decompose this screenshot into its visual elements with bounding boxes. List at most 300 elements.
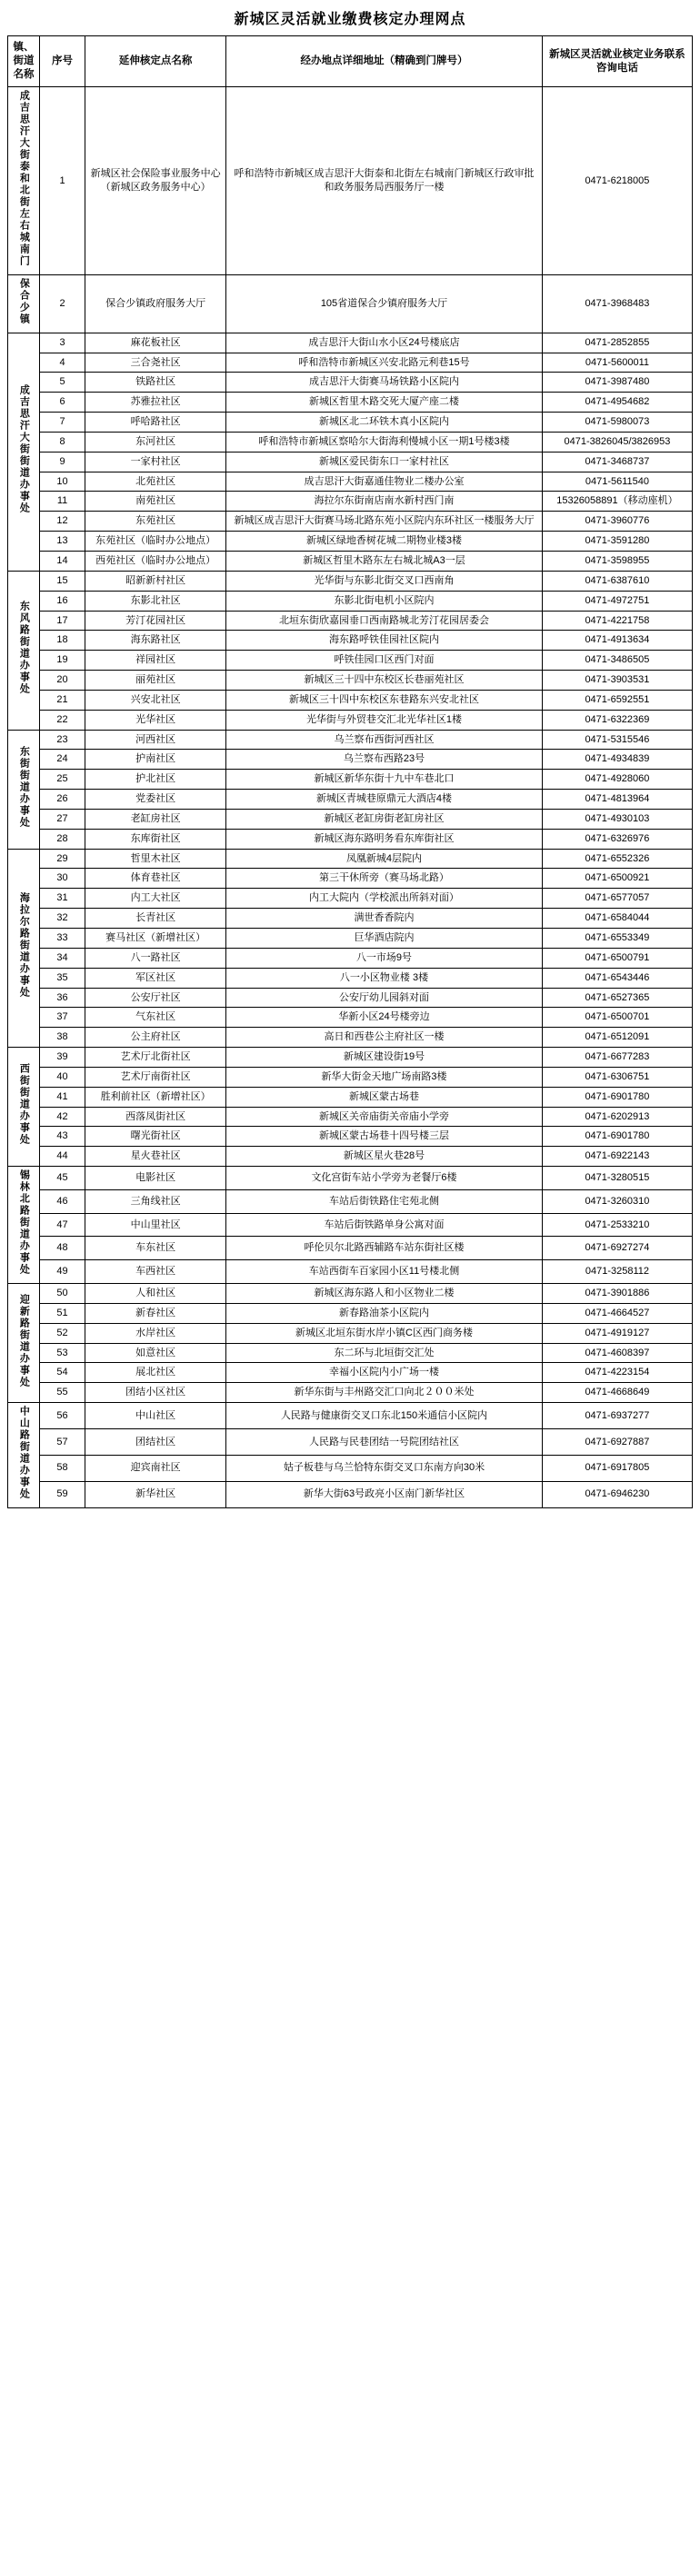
district-label: 东街街道办事处 bbox=[18, 745, 30, 829]
district-label: 保合少镇 bbox=[18, 277, 30, 325]
row-index-cell: 25 bbox=[40, 770, 85, 790]
table-row bbox=[8, 1383, 693, 1403]
site-name-cell: 东影北社区 bbox=[85, 591, 226, 611]
district-cell bbox=[8, 571, 40, 730]
table-row bbox=[8, 512, 693, 532]
table-row bbox=[8, 1048, 693, 1068]
row-index-cell: 16 bbox=[40, 591, 85, 611]
address-cell: 新城区爱民街东口一家村社区 bbox=[226, 452, 543, 472]
site-name-cell: 护北社区 bbox=[85, 770, 226, 790]
column-header-address: 经办地点详细地址（精确到门牌号） bbox=[226, 36, 543, 87]
site-name-cell: 团结小区社区 bbox=[85, 1383, 226, 1403]
site-name-cell: 保合少镇政府服务大厅 bbox=[85, 274, 226, 333]
district-cell bbox=[8, 333, 40, 571]
address-cell: 新春路油茶小区院内 bbox=[226, 1303, 543, 1323]
row-index-cell: 28 bbox=[40, 829, 85, 849]
district-label: 迎新路街道办事处 bbox=[18, 1293, 30, 1388]
row-index-cell: 17 bbox=[40, 611, 85, 631]
row-index-cell: 19 bbox=[40, 651, 85, 671]
table-row bbox=[8, 1303, 693, 1323]
district-cell bbox=[8, 730, 40, 849]
site-name-cell: 东河社区 bbox=[85, 432, 226, 452]
row-index-cell: 54 bbox=[40, 1363, 85, 1383]
table-header-row bbox=[8, 36, 693, 87]
address-cell: 呼和浩特市新城区兴安北路元利巷15号 bbox=[226, 353, 543, 373]
row-index-cell: 4 bbox=[40, 353, 85, 373]
table-row bbox=[8, 432, 693, 452]
row-index-cell: 40 bbox=[40, 1067, 85, 1087]
phone-cell: 0471-4934839 bbox=[542, 750, 692, 770]
site-name-cell: 人和社区 bbox=[85, 1283, 226, 1303]
site-name-cell: 迎宾南社区 bbox=[85, 1455, 226, 1481]
address-cell: 车站西街车百家园小区11号楼北侧 bbox=[226, 1260, 543, 1284]
site-name-cell: 水岸社区 bbox=[85, 1323, 226, 1343]
table-row bbox=[8, 1428, 693, 1455]
row-index-cell: 24 bbox=[40, 750, 85, 770]
table-row bbox=[8, 1127, 693, 1147]
table-row bbox=[8, 1008, 693, 1028]
district-cell bbox=[8, 1283, 40, 1402]
table-row bbox=[8, 869, 693, 889]
table-row bbox=[8, 87, 693, 275]
table-row bbox=[8, 1237, 693, 1260]
row-index-cell: 50 bbox=[40, 1283, 85, 1303]
phone-cell: 0471-6677283 bbox=[542, 1048, 692, 1068]
table-row bbox=[8, 849, 693, 869]
address-cell: 乌兰察布西路23号 bbox=[226, 750, 543, 770]
row-index-cell: 27 bbox=[40, 809, 85, 829]
row-index-cell: 33 bbox=[40, 929, 85, 949]
table-row bbox=[8, 929, 693, 949]
row-index-cell: 52 bbox=[40, 1323, 85, 1343]
phone-cell: 0471-2533210 bbox=[542, 1213, 692, 1237]
phone-cell: 0471-3903531 bbox=[542, 671, 692, 691]
table-row bbox=[8, 551, 693, 571]
page-title: 新城区灵活就业缴费核定办理网点 bbox=[234, 12, 466, 27]
address-cell: 文化宫街车站小学旁为老餐厅6楼 bbox=[226, 1167, 543, 1190]
phone-cell: 0471-6543446 bbox=[542, 968, 692, 988]
table-row bbox=[8, 1189, 693, 1213]
address-cell: 新城区三十四中东校区东巷路东兴安北社区 bbox=[226, 690, 543, 710]
phone-cell: 0471-6927274 bbox=[542, 1237, 692, 1260]
table-row bbox=[8, 532, 693, 552]
district-cell bbox=[8, 1167, 40, 1284]
site-name-cell: 气东社区 bbox=[85, 1008, 226, 1028]
address-cell: 105省道保合少镇府服务大厅 bbox=[226, 274, 543, 333]
address-cell: 满世香香院内 bbox=[226, 909, 543, 929]
phone-cell: 0471-2852855 bbox=[542, 333, 692, 353]
row-index-cell: 22 bbox=[40, 710, 85, 730]
phone-cell: 0471-4913634 bbox=[542, 631, 692, 651]
district-label: 东风路街道办事处 bbox=[18, 601, 30, 696]
address-cell: 呼和浩特市新城区察哈尔大街海利慢城小区一期1号楼3楼 bbox=[226, 432, 543, 452]
row-index-cell: 56 bbox=[40, 1403, 85, 1429]
site-name-cell: 麻花板社区 bbox=[85, 333, 226, 353]
address-cell: 呼伦贝尔北路西辅路车站东街社区楼 bbox=[226, 1237, 543, 1260]
address-cell: 呼和浩特市新城区成吉思汗大街泰和北街左右城南门新城区行政审批和政务服务局西服务厅一楼 bbox=[226, 87, 543, 275]
site-name-cell: 光华社区 bbox=[85, 710, 226, 730]
address-cell: 东二环与北垣街交汇处 bbox=[226, 1343, 543, 1363]
address-cell: 新华大街63号政亮小区南门新华社区 bbox=[226, 1481, 543, 1507]
address-cell: 内工大院内（学校派出所斜对面） bbox=[226, 889, 543, 909]
table-row bbox=[8, 710, 693, 730]
phone-cell: 0471-3598955 bbox=[542, 551, 692, 571]
phone-cell: 0471-6946230 bbox=[542, 1481, 692, 1507]
table-row bbox=[8, 988, 693, 1008]
table-row bbox=[8, 671, 693, 691]
row-index-cell: 45 bbox=[40, 1167, 85, 1190]
address-cell: 新城区成吉思汗大街赛马场北路东苑小区院内东环社区一楼服务大厅 bbox=[226, 512, 543, 532]
row-index-cell: 58 bbox=[40, 1455, 85, 1481]
row-index-cell: 43 bbox=[40, 1127, 85, 1147]
site-name-cell: 体育巷社区 bbox=[85, 869, 226, 889]
table-row bbox=[8, 968, 693, 988]
phone-cell: 0471-4608397 bbox=[542, 1343, 692, 1363]
table-row bbox=[8, 750, 693, 770]
phone-cell: 0471-6901780 bbox=[542, 1127, 692, 1147]
address-cell: 呼铁佳园口区西门对面 bbox=[226, 651, 543, 671]
site-name-cell: 展北社区 bbox=[85, 1363, 226, 1383]
phone-cell: 0471-4954682 bbox=[542, 393, 692, 413]
site-name-cell: 三角线社区 bbox=[85, 1189, 226, 1213]
phone-cell: 0471-3258112 bbox=[542, 1260, 692, 1284]
address-cell: 光华街与东影北街交叉口西南角 bbox=[226, 571, 543, 591]
table-row bbox=[8, 1455, 693, 1481]
site-name-cell: 西落凤街社区 bbox=[85, 1107, 226, 1127]
row-index-cell: 12 bbox=[40, 512, 85, 532]
district-label: 锡林北路街道办事处 bbox=[18, 1169, 30, 1277]
site-name-cell: 公主府社区 bbox=[85, 1028, 226, 1048]
address-cell: 新城区新华东街十九中车巷北口 bbox=[226, 770, 543, 790]
table-row bbox=[8, 591, 693, 611]
site-name-cell: 南苑社区 bbox=[85, 492, 226, 512]
site-name-cell: 河西社区 bbox=[85, 730, 226, 750]
site-name-cell: 护南社区 bbox=[85, 750, 226, 770]
address-cell: 人民路与健康街交叉口东北150米通信小区院内 bbox=[226, 1403, 543, 1429]
phone-cell: 0471-3280515 bbox=[542, 1167, 692, 1190]
row-index-cell: 57 bbox=[40, 1428, 85, 1455]
row-index-cell: 34 bbox=[40, 948, 85, 968]
phone-cell: 0471-6592551 bbox=[542, 690, 692, 710]
phone-cell: 0471-6552326 bbox=[542, 849, 692, 869]
row-index-cell: 1 bbox=[40, 87, 85, 275]
address-cell: 巨华酒店院内 bbox=[226, 929, 543, 949]
phone-cell: 0471-3486505 bbox=[542, 651, 692, 671]
site-name-cell: 电影社区 bbox=[85, 1167, 226, 1190]
phone-cell: 0471-6218005 bbox=[542, 87, 692, 275]
address-cell: 公安厅幼儿园斜对面 bbox=[226, 988, 543, 1008]
table-row bbox=[8, 651, 693, 671]
row-index-cell: 2 bbox=[40, 274, 85, 333]
site-name-cell: 呼哈路社区 bbox=[85, 413, 226, 433]
address-cell: 人民路与民巷团结一号院团结社区 bbox=[226, 1428, 543, 1455]
column-header-index: 序号 bbox=[40, 36, 85, 87]
site-name-cell: 新春社区 bbox=[85, 1303, 226, 1323]
row-index-cell: 42 bbox=[40, 1107, 85, 1127]
site-name-cell: 胜利前社区（新增社区） bbox=[85, 1087, 226, 1107]
row-index-cell: 36 bbox=[40, 988, 85, 1008]
phone-cell: 0471-5600011 bbox=[542, 353, 692, 373]
address-cell: 车站后街铁路单身公寓对面 bbox=[226, 1213, 543, 1237]
row-index-cell: 15 bbox=[40, 571, 85, 591]
phone-cell: 0471-6326976 bbox=[542, 829, 692, 849]
address-cell: 新城区北二环铁木真小区院内 bbox=[226, 413, 543, 433]
site-name-cell: 新华社区 bbox=[85, 1481, 226, 1507]
row-index-cell: 18 bbox=[40, 631, 85, 651]
site-name-cell: 艺术厅南街社区 bbox=[85, 1067, 226, 1087]
table-row bbox=[8, 353, 693, 373]
site-name-cell: 内工大社区 bbox=[85, 889, 226, 909]
phone-cell: 0471-3968483 bbox=[542, 274, 692, 333]
row-index-cell: 53 bbox=[40, 1343, 85, 1363]
table-row bbox=[8, 1323, 693, 1343]
site-name-cell: 中山社区 bbox=[85, 1403, 226, 1429]
address-cell: 姑子板巷与乌兰恰特东街交叉口东南方向30米 bbox=[226, 1455, 543, 1481]
address-cell: 华新小区24号楼旁边 bbox=[226, 1008, 543, 1028]
table-row bbox=[8, 948, 693, 968]
address-cell: 北垣东街欣嘉园垂口西南路城北芳汀花园居委会 bbox=[226, 611, 543, 631]
network-sites-table bbox=[7, 35, 693, 1508]
row-index-cell: 13 bbox=[40, 532, 85, 552]
table-row bbox=[8, 1087, 693, 1107]
site-name-cell: 铁路社区 bbox=[85, 373, 226, 393]
address-cell: 成吉思汗大街赛马场铁路小区院内 bbox=[226, 373, 543, 393]
table-row bbox=[8, 472, 693, 492]
table-row bbox=[8, 452, 693, 472]
site-name-cell: 苏雅拉社区 bbox=[85, 393, 226, 413]
phone-cell: 0471-6922143 bbox=[542, 1147, 692, 1167]
row-index-cell: 51 bbox=[40, 1303, 85, 1323]
phone-cell: 0471-3260310 bbox=[542, 1189, 692, 1213]
address-cell: 新城区老缸房街老缸房社区 bbox=[226, 809, 543, 829]
table-row bbox=[8, 809, 693, 829]
site-name-cell: 丽苑社区 bbox=[85, 671, 226, 691]
column-header-phone: 新城区灵活就业核定业务联系咨询电话 bbox=[542, 36, 692, 87]
site-name-cell: 芳汀花园社区 bbox=[85, 611, 226, 631]
site-name-cell: 新城区社会保险事业服务中心（新城区政务服务中心） bbox=[85, 87, 226, 275]
table-row bbox=[8, 1481, 693, 1507]
table-row bbox=[8, 631, 693, 651]
phone-cell: 0471-4919127 bbox=[542, 1323, 692, 1343]
phone-cell: 0471-4813964 bbox=[542, 790, 692, 810]
table-row bbox=[8, 1167, 693, 1190]
site-name-cell: 车西社区 bbox=[85, 1260, 226, 1284]
phone-cell: 0471-4221758 bbox=[542, 611, 692, 631]
address-cell: 海拉尔东街南店南水新村西门南 bbox=[226, 492, 543, 512]
district-label: 海拉尔路街道办事处 bbox=[18, 892, 30, 1000]
table-row bbox=[8, 909, 693, 929]
phone-cell: 0471-6500791 bbox=[542, 948, 692, 968]
table-row bbox=[8, 1213, 693, 1237]
phone-cell: 0471-5611540 bbox=[542, 472, 692, 492]
address-cell: 新城区青城巷原鼎元大酒店4楼 bbox=[226, 790, 543, 810]
address-cell: 东影北街电机小区院内 bbox=[226, 591, 543, 611]
table-row bbox=[8, 1363, 693, 1383]
address-cell: 八一市场9号 bbox=[226, 948, 543, 968]
site-name-cell: 海东路社区 bbox=[85, 631, 226, 651]
phone-cell: 0471-4664527 bbox=[542, 1303, 692, 1323]
district-cell bbox=[8, 87, 40, 275]
phone-cell: 0471-4972751 bbox=[542, 591, 692, 611]
address-cell: 新华大街金天地广场南路3楼 bbox=[226, 1067, 543, 1087]
address-cell: 新城区海东路人和小区物业二楼 bbox=[226, 1283, 543, 1303]
site-name-cell: 三合尧社区 bbox=[85, 353, 226, 373]
phone-cell: 0471-3960776 bbox=[542, 512, 692, 532]
address-cell: 新城区关帝庙街关帝庙小学旁 bbox=[226, 1107, 543, 1127]
district-label: 成吉思汗大街街道办事处 bbox=[18, 384, 30, 515]
column-header-site: 延伸核定点名称 bbox=[85, 36, 226, 87]
phone-cell: 0471-6927887 bbox=[542, 1428, 692, 1455]
address-cell: 新城区哲里木路交死大厦产座二楼 bbox=[226, 393, 543, 413]
row-index-cell: 6 bbox=[40, 393, 85, 413]
phone-cell: 0471-5315546 bbox=[542, 730, 692, 750]
phone-cell: 0471-6553349 bbox=[542, 929, 692, 949]
phone-cell: 0471-6512091 bbox=[542, 1028, 692, 1048]
row-index-cell: 30 bbox=[40, 869, 85, 889]
address-cell: 新城区绿地香树花城二期物业楼3楼 bbox=[226, 532, 543, 552]
site-name-cell: 北苑社区 bbox=[85, 472, 226, 492]
phone-cell: 0471-6500701 bbox=[542, 1008, 692, 1028]
address-cell: 新城区蒙古场巷十四号楼三层 bbox=[226, 1127, 543, 1147]
table-row bbox=[8, 1343, 693, 1363]
row-index-cell: 11 bbox=[40, 492, 85, 512]
table-row bbox=[8, 690, 693, 710]
site-name-cell: 团结社区 bbox=[85, 1428, 226, 1455]
address-cell: 新城区哲里木路东左右城北城A3一层 bbox=[226, 551, 543, 571]
row-index-cell: 32 bbox=[40, 909, 85, 929]
phone-cell: 15326058891（移动座机） bbox=[542, 492, 692, 512]
address-cell: 新城区海东路明务看东库街社区 bbox=[226, 829, 543, 849]
phone-cell: 0471-4223154 bbox=[542, 1363, 692, 1383]
phone-cell: 0471-6917805 bbox=[542, 1455, 692, 1481]
row-index-cell: 38 bbox=[40, 1028, 85, 1048]
site-name-cell: 一家村社区 bbox=[85, 452, 226, 472]
row-index-cell: 47 bbox=[40, 1213, 85, 1237]
address-cell: 新城区建设街19号 bbox=[226, 1048, 543, 1068]
district-cell bbox=[8, 849, 40, 1047]
table-row bbox=[8, 1260, 693, 1284]
phone-cell: 0471-3826045/3826953 bbox=[542, 432, 692, 452]
site-name-cell: 西苑社区（临时办公地点） bbox=[85, 551, 226, 571]
district-label: 西街街道办事处 bbox=[18, 1063, 30, 1147]
address-cell: 凤凰新城4层院内 bbox=[226, 849, 543, 869]
site-name-cell: 长青社区 bbox=[85, 909, 226, 929]
address-cell: 光华街与外贸巷交汇北光华社区1楼 bbox=[226, 710, 543, 730]
row-index-cell: 48 bbox=[40, 1237, 85, 1260]
address-cell: 幸福小区院内小广场一楼 bbox=[226, 1363, 543, 1383]
row-index-cell: 59 bbox=[40, 1481, 85, 1507]
site-name-cell: 赛马社区（新增社区） bbox=[85, 929, 226, 949]
row-index-cell: 14 bbox=[40, 551, 85, 571]
site-name-cell: 老缸房社区 bbox=[85, 809, 226, 829]
phone-cell: 0471-6322369 bbox=[542, 710, 692, 730]
row-index-cell: 7 bbox=[40, 413, 85, 433]
column-header-district: 镇、街道名称 bbox=[8, 36, 40, 87]
phone-cell: 0471-6901780 bbox=[542, 1087, 692, 1107]
phone-cell: 0471-6500921 bbox=[542, 869, 692, 889]
table-row bbox=[8, 393, 693, 413]
row-index-cell: 39 bbox=[40, 1048, 85, 1068]
row-index-cell: 10 bbox=[40, 472, 85, 492]
table-row bbox=[8, 611, 693, 631]
phone-cell: 0471-5980073 bbox=[542, 413, 692, 433]
site-name-cell: 公安厅社区 bbox=[85, 988, 226, 1008]
table-row bbox=[8, 571, 693, 591]
row-index-cell: 37 bbox=[40, 1008, 85, 1028]
district-label: 成吉思汗大街泰和北街左右城南门 bbox=[18, 90, 30, 267]
site-name-cell: 星火巷社区 bbox=[85, 1147, 226, 1167]
phone-cell: 0471-4668649 bbox=[542, 1383, 692, 1403]
table-row bbox=[8, 829, 693, 849]
address-cell: 新城区星火巷28号 bbox=[226, 1147, 543, 1167]
address-cell: 高日和西巷公主府社区一楼 bbox=[226, 1028, 543, 1048]
site-name-cell: 曙光街社区 bbox=[85, 1127, 226, 1147]
table-row bbox=[8, 333, 693, 353]
table-row bbox=[8, 1283, 693, 1303]
phone-cell: 0471-6584044 bbox=[542, 909, 692, 929]
site-name-cell: 哲里木社区 bbox=[85, 849, 226, 869]
phone-cell: 0471-4928060 bbox=[542, 770, 692, 790]
phone-cell: 0471-6387610 bbox=[542, 571, 692, 591]
site-name-cell: 昭新新村社区 bbox=[85, 571, 226, 591]
row-index-cell: 44 bbox=[40, 1147, 85, 1167]
row-index-cell: 21 bbox=[40, 690, 85, 710]
table-row bbox=[8, 1028, 693, 1048]
row-index-cell: 55 bbox=[40, 1383, 85, 1403]
site-name-cell: 军区社区 bbox=[85, 968, 226, 988]
table-row bbox=[8, 730, 693, 750]
address-cell: 新城区北垣东街水岸小镇C区西门商务楼 bbox=[226, 1323, 543, 1343]
table-header bbox=[8, 36, 693, 87]
phone-cell: 0471-4930103 bbox=[542, 809, 692, 829]
phone-cell: 0471-3901886 bbox=[542, 1283, 692, 1303]
address-cell: 乌兰察布西街河西社区 bbox=[226, 730, 543, 750]
table-row bbox=[8, 373, 693, 393]
phone-cell: 0471-6306751 bbox=[542, 1067, 692, 1087]
table-row bbox=[8, 413, 693, 433]
table-row bbox=[8, 889, 693, 909]
row-index-cell: 46 bbox=[40, 1189, 85, 1213]
address-cell: 车站后街铁路住宅苑北侧 bbox=[226, 1189, 543, 1213]
row-index-cell: 9 bbox=[40, 452, 85, 472]
address-cell: 成吉思汗大街嘉通佳物业二楼办公室 bbox=[226, 472, 543, 492]
phone-cell: 0471-6527365 bbox=[542, 988, 692, 1008]
site-name-cell: 八一路社区 bbox=[85, 948, 226, 968]
site-name-cell: 车东社区 bbox=[85, 1237, 226, 1260]
address-cell: 成吉思汗大街山水小区24号楼底店 bbox=[226, 333, 543, 353]
district-label: 中山路街道办事处 bbox=[18, 1406, 30, 1501]
address-cell: 第三干休所旁（赛马场北路） bbox=[226, 869, 543, 889]
address-cell: 新华东街与丰州路交汇口向北２００米处 bbox=[226, 1383, 543, 1403]
row-index-cell: 31 bbox=[40, 889, 85, 909]
site-name-cell: 东库街社区 bbox=[85, 829, 226, 849]
site-name-cell: 东苑社区 bbox=[85, 512, 226, 532]
row-index-cell: 29 bbox=[40, 849, 85, 869]
district-cell bbox=[8, 274, 40, 333]
site-name-cell: 兴安北社区 bbox=[85, 690, 226, 710]
site-name-cell: 东苑社区（临时办公地点） bbox=[85, 532, 226, 552]
table-row bbox=[8, 770, 693, 790]
site-name-cell: 中山里社区 bbox=[85, 1213, 226, 1237]
table-row bbox=[8, 1067, 693, 1087]
row-index-cell: 20 bbox=[40, 671, 85, 691]
table-row bbox=[8, 274, 693, 333]
table-row bbox=[8, 1147, 693, 1167]
row-index-cell: 35 bbox=[40, 968, 85, 988]
phone-cell: 0471-6577057 bbox=[542, 889, 692, 909]
address-cell: 新城区蒙古场巷 bbox=[226, 1087, 543, 1107]
district-cell bbox=[8, 1048, 40, 1167]
